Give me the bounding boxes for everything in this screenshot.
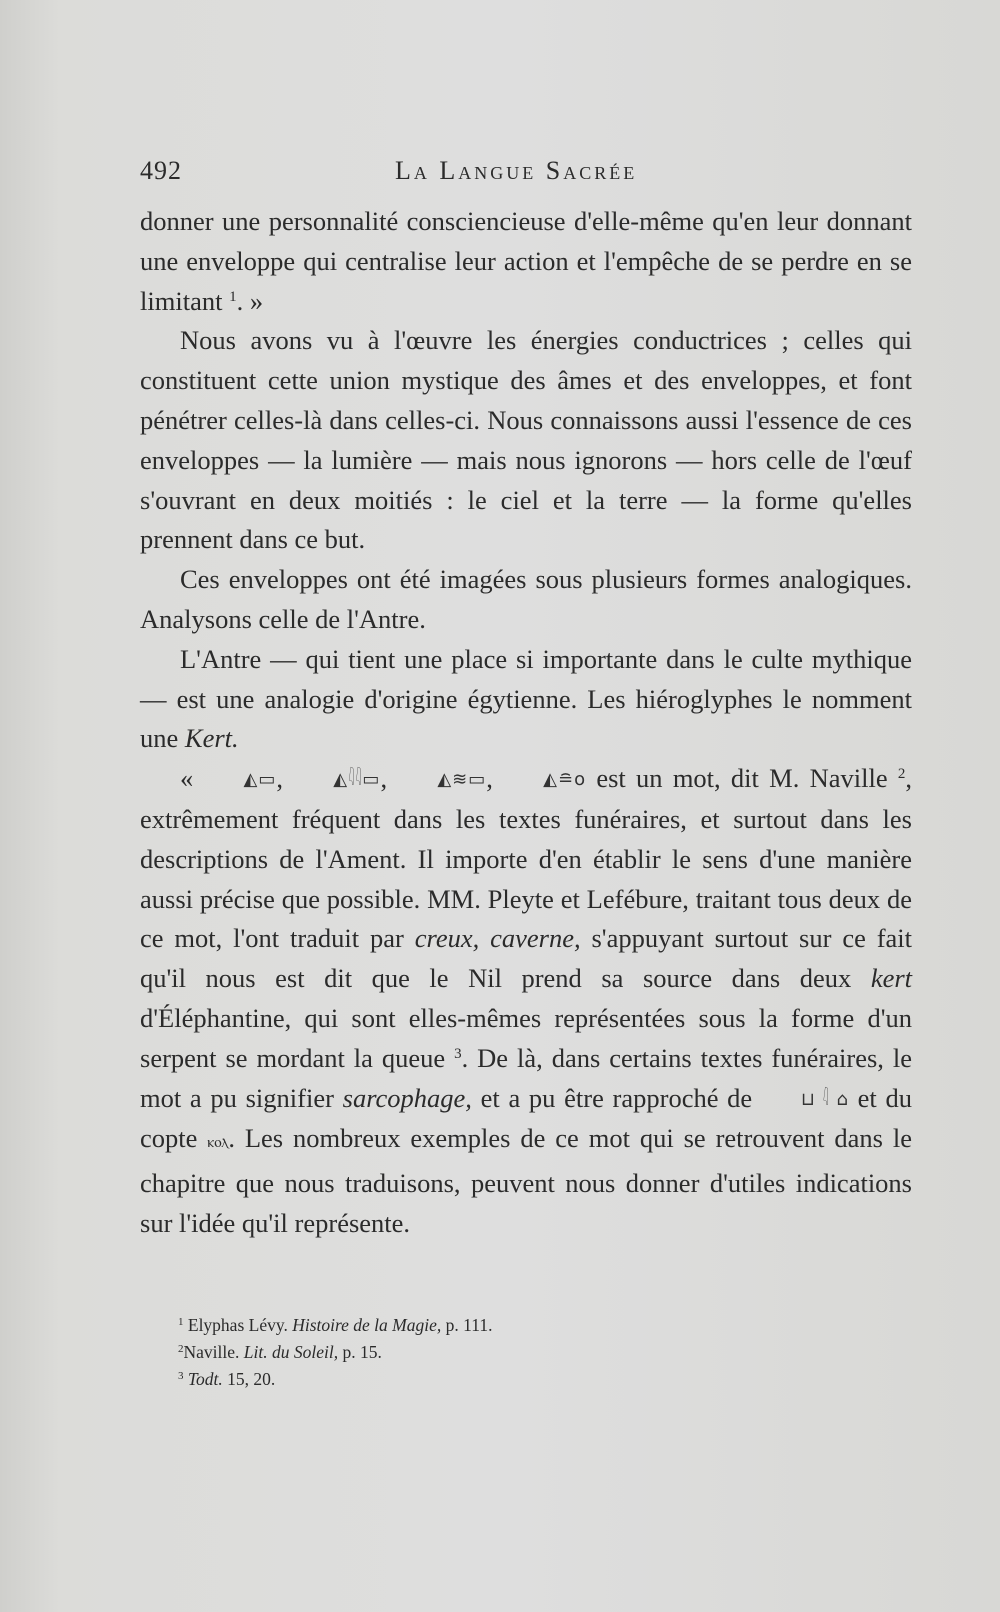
- footnote-1-title: Histoire de la Magie,: [292, 1315, 442, 1335]
- footnote-3-title: Todt.: [187, 1369, 223, 1389]
- paragraph-5: « ◭▭, ◭𓇋𓇋▭, ◭≋▭, ◭≘o est un mot, dit M. Naville $^2$, extrêmement fréquent dans les textes funéraires, et surtout dans les descriptions de l'Ament. Il importe d'en établir le sens d'une manière aussi précise que possible. MM. Pleyte et Lefébure, traitant tous deux de ce mot, l'ont traduit par creux, caverne, s'appuyant surtout sur ce fait qu'il nous est dit que le Nil prend sa source dans deux kert d'Éléphantine, qui sont elles-mêmes représentées sous la forme d'un serpent se mordant la queue $^3$. De là, dans certains textes funéraires, le mot a pu signifier sarcophage, et a pu être rapproché de ⊔ 𓇋 ⌂ et du copte ⲕⲟⲗ. Les nombreux exemples de ce mot qui se retrouvent dans le chapitre que nous traduisons, peuvent nous donner d'utiles indications sur l'idée qu'il représente.: [140, 759, 912, 1244]
- hieroglyph-group-3: ◭≋▭: [437, 769, 487, 791]
- footnote-ref-1: 1: [229, 288, 237, 305]
- italic-sarcophage: sarcophage,: [342, 1082, 472, 1113]
- paragraph-5-f: et a pu être rapproché de: [480, 1082, 753, 1113]
- footnote-3-page: 15, 20.: [227, 1369, 276, 1389]
- footnote-ref-2: 2: [897, 766, 906, 783]
- hieroglyph-group-4: ◭≘o: [543, 769, 587, 791]
- footnote-2: [178, 1339, 878, 1366]
- footnote-ref-3: 3: [454, 1045, 462, 1062]
- page-number: 492: [140, 156, 182, 185]
- footnote-2-title: Lit. du Soleil,: [243, 1342, 339, 1362]
- paragraph-5-h: . Les nombreux exemples de ce mot qui se retrouvent dans le chapitre que nous traduisons, peuvent nous donner d'utiles indications sur l'idée qu'il représente.: [140, 1123, 913, 1238]
- hieroglyph-group-2: ◭𓇋𓇋▭: [333, 769, 381, 791]
- coptic-word: ⲕⲟⲗ: [207, 1135, 229, 1152]
- footnote-1-author: Elyphas Lévy.: [187, 1315, 288, 1335]
- hieroglyph-group-5: ⊔ 𓇋 ⌂: [800, 1088, 849, 1110]
- paragraph-5-d: d'Éléphantine, qui sont elles-mêmes représentées sous la forme d'un serpent se mordant la queue: [140, 1002, 912, 1073]
- footnote-2-author: Naville.: [183, 1342, 240, 1362]
- footnote-3-marker: 3: [178, 1370, 184, 1382]
- paragraph-2: Nous avons vu à l'œuvre les énergies conductrices ; celles qui constituent cette union mystique des âmes et des enveloppes, et font pénétrer celles-là dans celles-ci. Nous connaissons aussi l'essence de ces enveloppes — la lumière — mais nous ignorons — hors celle de l'œuf s'ouvrant en deux moitiés : le ciel et la terre — la forme qu'elles prennent dans ce but.: [140, 325, 912, 555]
- paragraph-1-end: . »: [236, 285, 264, 316]
- hieroglyph-group-1: ◭▭: [243, 769, 277, 791]
- paragraph-5-e: . De là, dans certains textes funéraires, le mot a pu signifier: [140, 1042, 912, 1113]
- body-text: [140, 202, 912, 1244]
- footnotes: [178, 1312, 878, 1393]
- footnote-1-marker: 1: [178, 1316, 184, 1328]
- open-quote: «: [180, 763, 194, 794]
- footnote-2-marker: 2: [178, 1343, 184, 1355]
- paragraph-5-c: s'appuyant surtout sur ce fait qu'il nous est dit que le Nil prend sa source dans deux: [140, 923, 913, 994]
- paragraph-5-a: est un mot, dit M. Naville: [596, 763, 888, 794]
- paragraph-4: [140, 640, 912, 759]
- footnote-3: [178, 1366, 878, 1393]
- footnote-1: [178, 1312, 878, 1339]
- paragraph-1: [140, 202, 912, 321]
- kert-word: Kert.: [184, 723, 239, 754]
- paragraph-5-b: , extrêmement fréquent dans les textes funéraires, et surtout dans les descriptions de l'Ament. Il importe d'en établir le sens d'une manière aussi précise que possible. MM. Pleyte et Lefébure, traitant tous deux de ce mot, l'ont traduit par: [140, 763, 913, 954]
- italic-creux-caverne: creux, caverne,: [414, 923, 581, 954]
- footnote-2-page: p. 15.: [342, 1342, 382, 1362]
- paragraph-1-text: donner une personnalité consciencieuse d'elle-même qu'en leur donnant une enveloppe qui centralise leur action et l'empêche de se perdre en se limitant: [140, 206, 912, 316]
- running-header: [140, 152, 910, 192]
- paragraph-5-g: et du copte: [140, 1082, 912, 1154]
- italic-kert: kert: [870, 963, 913, 994]
- paragraph-3: Ces enveloppes ont été imagées sous plusieurs formes analogiques. Analysons celle de l'Antre.: [140, 564, 912, 634]
- footnote-1-page: p. 111.: [445, 1315, 493, 1335]
- paragraph-4-text: L'Antre — qui tient une place si importante dans le culte mythique — est une analogie d'origine égytienne. Les hiéroglyphes le nomment une: [140, 643, 912, 754]
- running-title: La Langue Sacrée: [395, 156, 638, 185]
